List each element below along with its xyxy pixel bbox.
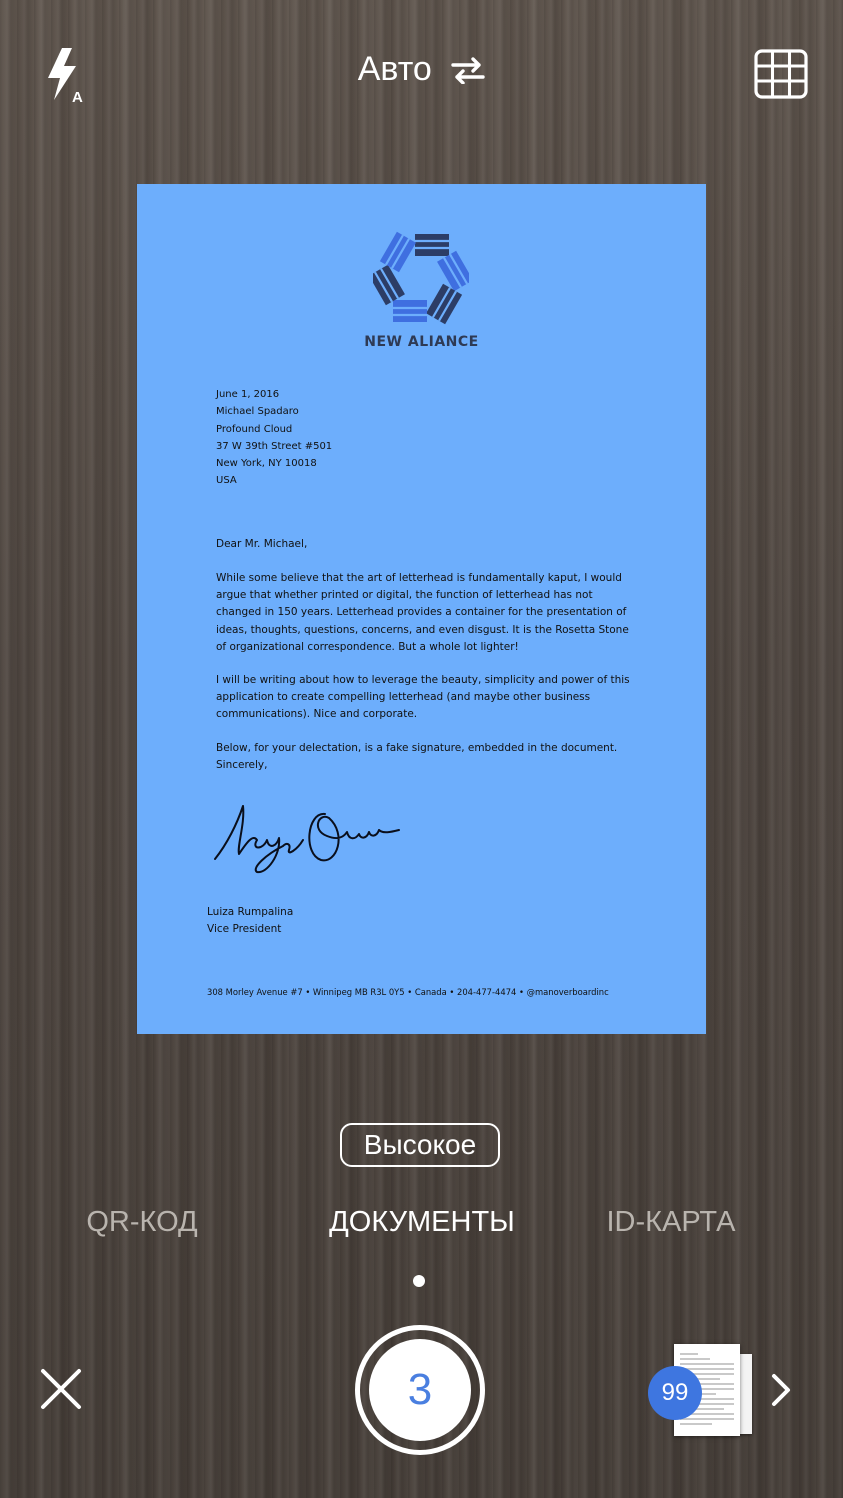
address-line: Michael Spadaro [216, 406, 299, 418]
new-aliance-logo [373, 230, 469, 326]
address-line: New York, NY 10018 [216, 458, 317, 470]
swap-arrows-icon [451, 54, 485, 93]
address-line: Profound Cloud [216, 423, 293, 435]
scanned-pages-thumbnail[interactable] [648, 1338, 758, 1438]
flash-mode-label: A [72, 89, 83, 106]
company-logo [373, 230, 469, 326]
document-preview[interactable] [137, 184, 706, 1034]
signer-name: Luiza Rumpalina [207, 906, 294, 918]
signer-title: Vice President [207, 923, 282, 936]
page-count-badge: 99 [648, 1366, 702, 1420]
address-line: June 1, 2016 [216, 389, 280, 400]
quality-selector-button[interactable]: Высокое [340, 1123, 500, 1167]
tab-qr-code[interactable]: QR-КОД [86, 1206, 198, 1238]
grid-icon [753, 48, 809, 100]
address-line: 37 W 39th Street #501 [216, 440, 333, 452]
scan-mode-tabs [0, 1206, 843, 1250]
selected-mode-indicator [413, 1275, 425, 1287]
capture-mode-label: Авто [357, 50, 432, 88]
close-icon [40, 1368, 82, 1410]
signature [207, 784, 407, 884]
tab-documents[interactable]: ДОКУМЕНТЫ [329, 1206, 515, 1238]
body-paragraph: Below, for your delectation, is a fake signature, embedded in the document. Sincerely, [216, 742, 618, 772]
body-paragraph: While some believe that the art of letterhead is fundamentally kaput, I would argue that whether printed or digital, the function of letterhead has not changed in 150 years. Letterhead provides a container for the presentation of ideas, thoughts, questions, concerns, and even disgust. It is the Rosetta Stone of organizational correspondence. But a whole lot lighter! [216, 572, 629, 653]
close-button[interactable] [40, 1368, 82, 1410]
body-paragraph: I will be writing about how to leverage the beauty, simplicity and power of this application to create compelling letterhead (and maybe other business communications). Nice and corporate. [216, 674, 630, 721]
top-bar [0, 0, 843, 150]
next-button[interactable] [766, 1372, 796, 1408]
letterhead-footer: 308 Morley Avenue #7 • Winnipeg MB R3L 0Y5 • Canada • 204-477-4474 • @manoverboardinc [207, 987, 609, 997]
capture-mode-toggle[interactable] [0, 50, 843, 93]
address-line: USA [216, 475, 237, 487]
shutter-count: 3 [369, 1339, 471, 1441]
tab-id-card[interactable]: ID-КАРТА [606, 1206, 736, 1238]
chevron-right-icon [766, 1372, 796, 1408]
recipient-address [216, 386, 332, 490]
signer-block [207, 904, 293, 939]
grid-toggle-button[interactable] [753, 48, 809, 100]
shutter-button[interactable] [355, 1325, 485, 1455]
company-name: NEW ALIANCE [364, 334, 479, 350]
salutation: Dear Mr. Michael, [216, 538, 308, 550]
